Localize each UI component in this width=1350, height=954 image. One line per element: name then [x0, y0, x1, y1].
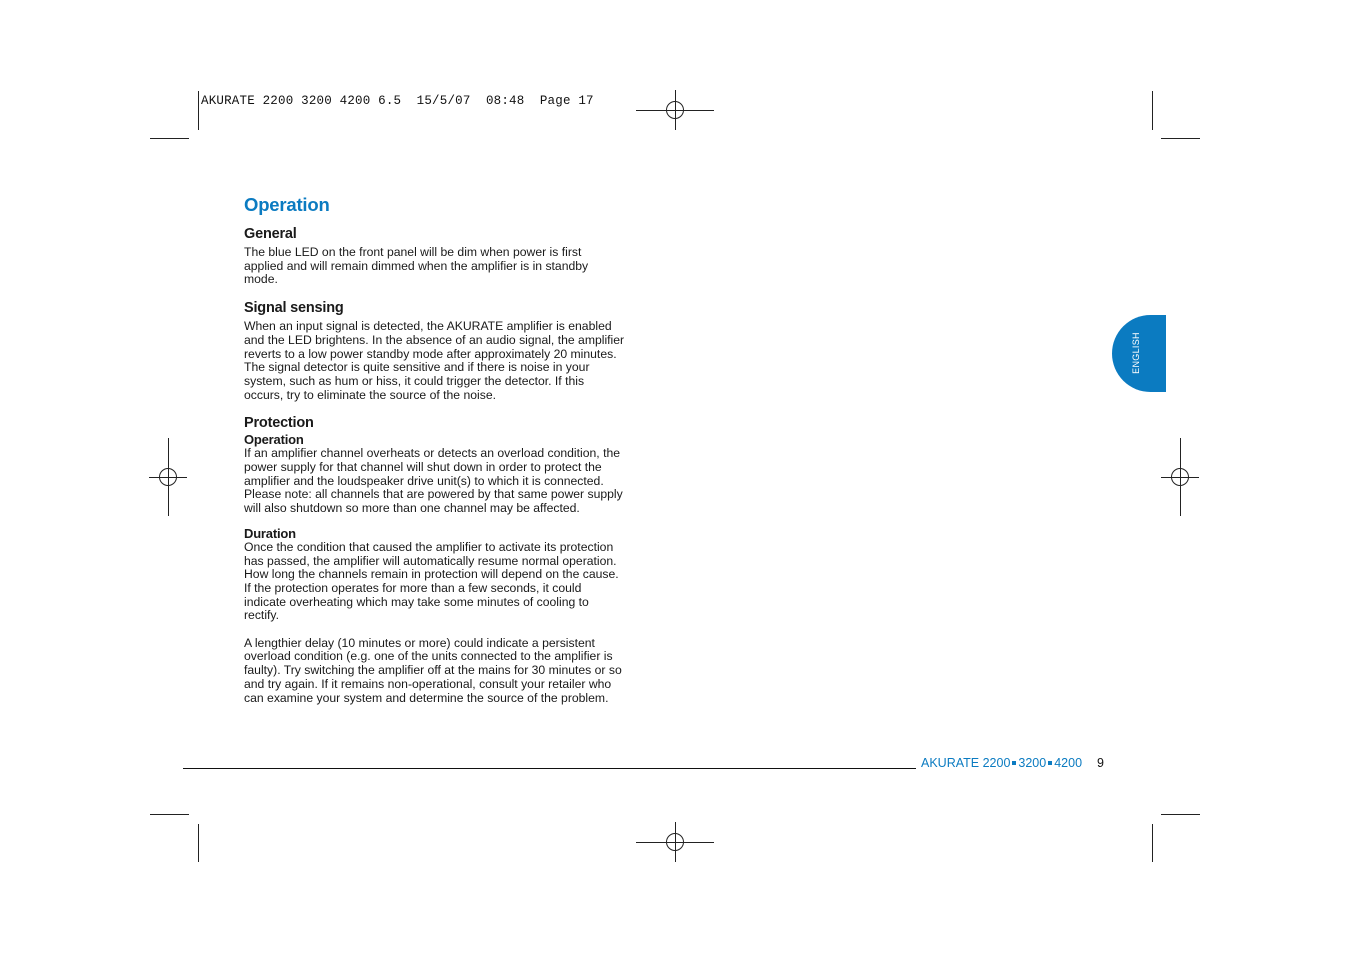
separator-square-icon [1012, 761, 1016, 765]
text-line: power supply for that channel will shut down in order to protect the [244, 460, 602, 475]
footer-brand: AKURATE 2200 [921, 756, 1011, 770]
page-title: Operation [244, 194, 330, 215]
text-line: and the LED brightens. In the absence of an audio signal, the amplifier [244, 332, 625, 347]
protection-duration-paragraph-2 [244, 637, 654, 706]
text-line: When an input signal is detected, the AKURATE amplifier is enabled [244, 319, 612, 334]
crop-mark-top-right-vertical [1152, 91, 1153, 130]
crop-mark-bottom-left-horizontal [150, 814, 189, 815]
section-heading-general: General [244, 226, 297, 242]
text-line: Please note: all channels that are powered by that same power supply [244, 487, 623, 502]
subheading-duration: Duration [244, 525, 296, 541]
text-line: applied and will remain dimmed when the amplifier is in standby [244, 258, 589, 273]
text-line: rectify. [244, 608, 279, 623]
section-heading-signal-sensing: Signal sensing [244, 300, 344, 317]
footer-model-2: 3200 [1018, 756, 1047, 770]
text-line: occurs, try to eliminate the source of the noise. [244, 387, 496, 402]
page-content [244, 194, 654, 705]
separator-square-icon [1048, 761, 1052, 765]
footer-model-3: 4200 [1054, 756, 1083, 770]
general-paragraph [244, 246, 654, 287]
text-line: The blue LED on the front panel will be dim when power is first [244, 245, 582, 259]
text-line: system, such as hum or hiss, it could trigger the detector. If this [244, 373, 585, 388]
text-line: The signal detector is quite sensitive and if there is noise in your [244, 360, 590, 375]
text-line: mode. [244, 272, 278, 287]
text-line: will also shutdown so more than one channel may be affected. [244, 501, 580, 516]
signal-sensing-paragraph [244, 320, 654, 402]
text-line: overload condition (e.g. one of the units connected to the amplifier is [244, 649, 613, 664]
protection-operation-paragraph [244, 447, 654, 516]
page-number: 9 [1097, 756, 1104, 770]
text-line: and try again. If it remains non-operational, consult your retailer who [244, 676, 612, 691]
crop-mark-bottom-left-vertical [198, 824, 199, 862]
subheading-operation: Operation [244, 432, 304, 448]
text-line: How long the channels remain in protection will depend on the cause. [244, 567, 619, 582]
language-tab-label: ENGLISH [1131, 332, 1141, 374]
text-line: has passed, the amplifier will automatically resume normal operation. [244, 553, 617, 568]
text-line: amplifier and the loudspeaker drive unit(s) to which it is connected. [244, 473, 604, 488]
footer-rule [183, 768, 916, 769]
text-line: If an amplifier channel overheats or detects an overload condition, the [244, 446, 621, 461]
text-line: can examine your system and determine the source of the problem. [244, 690, 609, 705]
text-line: indicate overheating which may take some minutes of cooling to [244, 594, 589, 609]
text-line: If the protection operates for more than a few seconds, it could [244, 580, 582, 595]
crop-mark-top-left-horizontal [150, 138, 189, 139]
text-line: Once the condition that caused the amplifier to activate its protection [244, 539, 614, 554]
text-line: A lengthier delay (10 minutes or more) could indicate a persistent [244, 635, 595, 650]
text-line: faulty). Try switching the amplifier off at the mains for 30 minutes or so [244, 663, 622, 678]
text-line: reverts to a low power standby mode after approximately 20 minutes. [244, 346, 617, 361]
crop-mark-top-right-horizontal [1161, 138, 1200, 139]
crop-mark-bottom-right-horizontal [1161, 814, 1200, 815]
crop-mark-top-left-vertical [198, 91, 199, 130]
protection-duration-paragraph [244, 541, 654, 623]
section-heading-protection: Protection [244, 415, 314, 432]
crop-mark-bottom-right-vertical [1152, 824, 1153, 862]
printer-slug: AKURATE 2200 3200 4200 6.5 15/5/07 08:48 Page 17 [201, 94, 594, 108]
footer-product-name [921, 756, 1082, 770]
